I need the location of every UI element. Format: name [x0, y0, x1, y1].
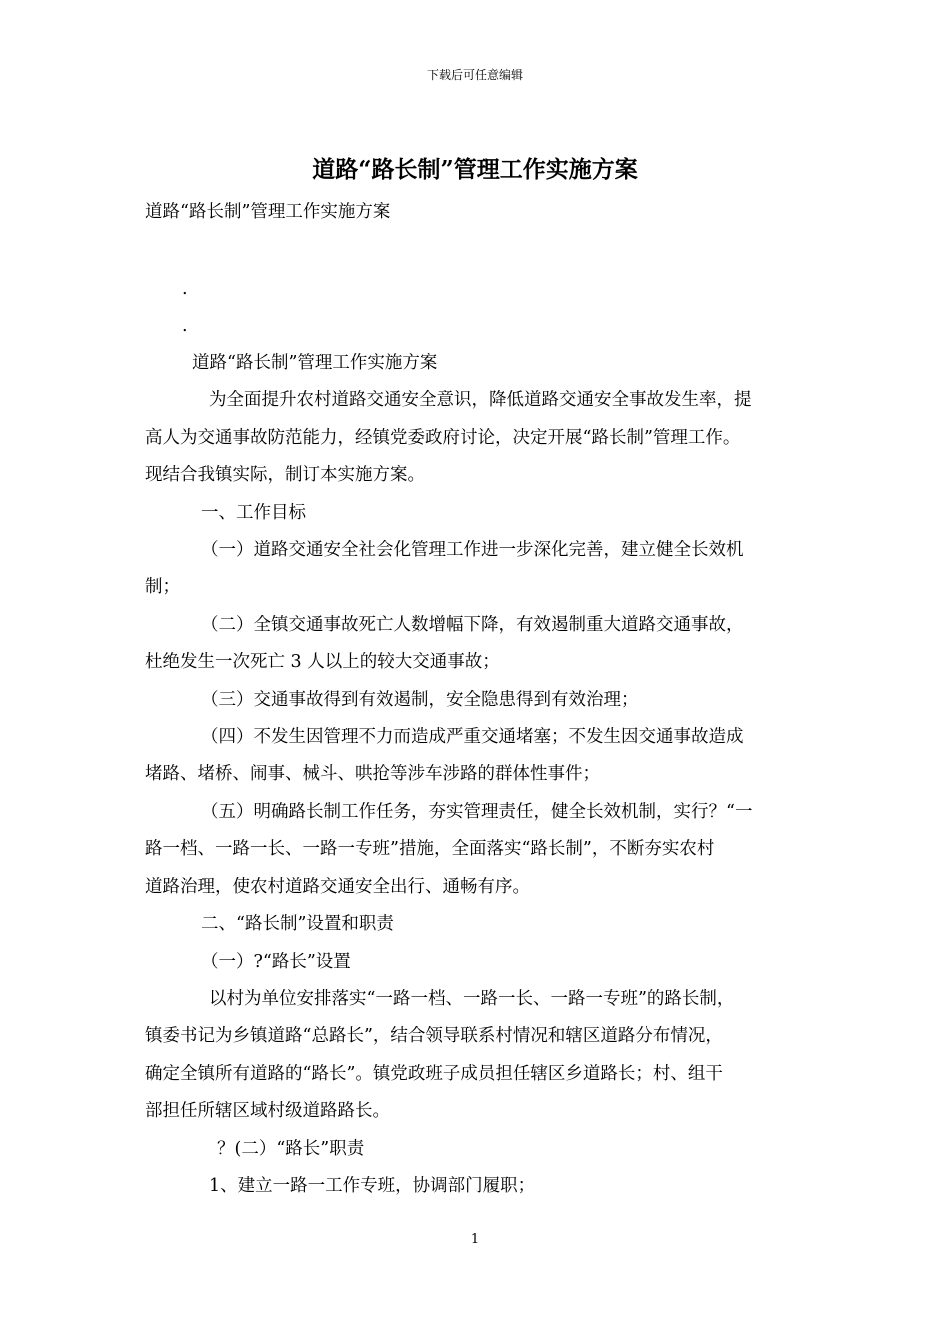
dot-marker: .	[182, 279, 188, 299]
paragraph-line: 道路治理，使农村道路交通安全出行、通畅有序。	[145, 876, 530, 897]
paragraph-line: 高人为交通事故防范能力，经镇党委政府讨论，决定开展“路长制”管理工作。	[145, 427, 741, 448]
paragraph-line: 确定全镇所有道路的“路长”。镇党政班子成员担任辖区乡道路长；村、组干	[145, 1063, 723, 1084]
paragraph-line: （五）明确路长制工作任务，夯实管理责任，健全长效机制，实行？“一	[201, 801, 753, 822]
subsection-heading: ？(二）“路长”职责	[217, 1138, 365, 1159]
section-heading: 一、工作目标	[201, 502, 306, 523]
paragraph-line: 堵路、堵桥、闹事、械斗、哄抢等涉车涉路的群体性事件；	[145, 764, 600, 785]
paragraph-line: （三）交通事故得到有效遏制，安全隐患得到有效治理；	[201, 689, 639, 710]
paragraph-line: （一）道路交通安全社会化管理工作进一步深化完善，建立健全长效机	[201, 540, 744, 561]
paragraph-line: 杜绝发生一次死亡 3 人以上的较大交通事故；	[145, 652, 500, 673]
heading-repeat: 道路“路长制”管理工作实施方案	[192, 353, 438, 373]
list-item: 1、建立一路一工作专班，协调部门履职；	[209, 1175, 536, 1196]
paragraph-line: 制；	[145, 577, 180, 598]
document-title: 道路“路长制”管理工作实施方案	[312, 156, 638, 183]
subsection-heading: （一）?“路长”设置	[201, 951, 351, 972]
paragraph-line: 现结合我镇实际，制订本实施方案。	[145, 465, 425, 486]
document-subtitle: 道路“路长制”管理工作实施方案	[145, 202, 391, 222]
section-heading: 二、“路长制”设置和职责	[201, 914, 394, 935]
paragraph-line: 镇委书记为乡镇道路“总路长”，结合领导联系村情况和辖区道路分布情况，	[145, 1026, 723, 1047]
dot-marker: .	[182, 316, 188, 336]
paragraph-line: （二）全镇交通事故死亡人数增幅下降，有效遏制重大道路交通事故，	[201, 614, 744, 635]
document-body	[145, 345, 815, 1205]
paragraph-line: 路一档、一路一长、一路一专班”措施，全面落实“路长制”，不断夯实农村	[145, 839, 715, 860]
header-note: 下载后可任意编辑	[426, 68, 523, 82]
paragraph-line: 为全面提升农村道路交通安全意识，降低道路交通安全事故发生率，提	[209, 390, 752, 411]
page-number: 1	[470, 1232, 480, 1247]
paragraph-line: （四）不发生因管理不力而造成严重交通堵塞；不发生因交通事故造成	[201, 727, 744, 748]
paragraph-line: 部担任所辖区域村级道路路长。	[145, 1101, 390, 1122]
paragraph-line: 以村为单位安排落实“一路一档、一路一长、一路一专班”的路长制，	[209, 988, 735, 1009]
